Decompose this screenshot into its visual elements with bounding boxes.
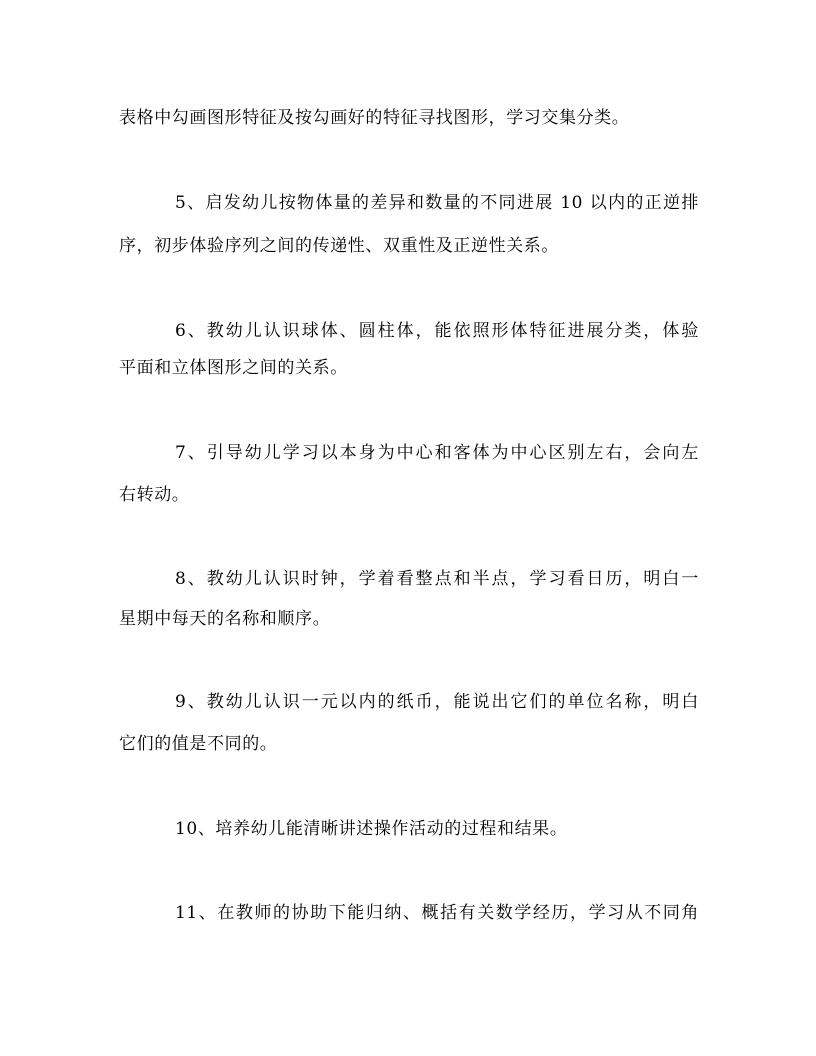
paragraph-line: 星期中每天的名称和顺序。 (119, 609, 331, 629)
paragraph-line: 9、教幼儿认识一元以内的纸币，能说出它们的单位名称，明白 (175, 692, 699, 712)
paragraph-line: 10、培养幼儿能清晰讲述操作活动的过程和结果。 (175, 819, 568, 839)
paragraph-line: 序，初步体验序列之间的传递性、双重性及正逆性关系。 (119, 236, 559, 256)
paragraph-line: 它们的值是不同的。 (119, 734, 278, 754)
paragraph-line: 平面和立体图形之间的关系。 (119, 358, 348, 378)
paragraph-line: 右转动。 (119, 485, 190, 505)
paragraph-line: 8、教幼儿认识时钟，学着看整点和半点，学习看日历，明白一 (175, 569, 699, 589)
paragraph-line: 6、教幼儿认识球体、圆柱体，能依照形体特征进展分类，体验 (175, 321, 699, 341)
paragraph-line: 表格中勾画图形特征及按勾画好的特征寻找图形，学习交集分类。 (119, 108, 630, 128)
paragraph-line: 5、启发幼儿按物体量的差异和数量的不同进展 10 以内的正逆排 (175, 193, 699, 213)
paragraph-line: 7、引导幼儿学习以本身为中心和客体为中心区别左右，会向左 (175, 443, 699, 463)
paragraph-line: 11、在教师的协助下能归纳、概括有关数学经历，学习从不同角 (175, 903, 699, 923)
